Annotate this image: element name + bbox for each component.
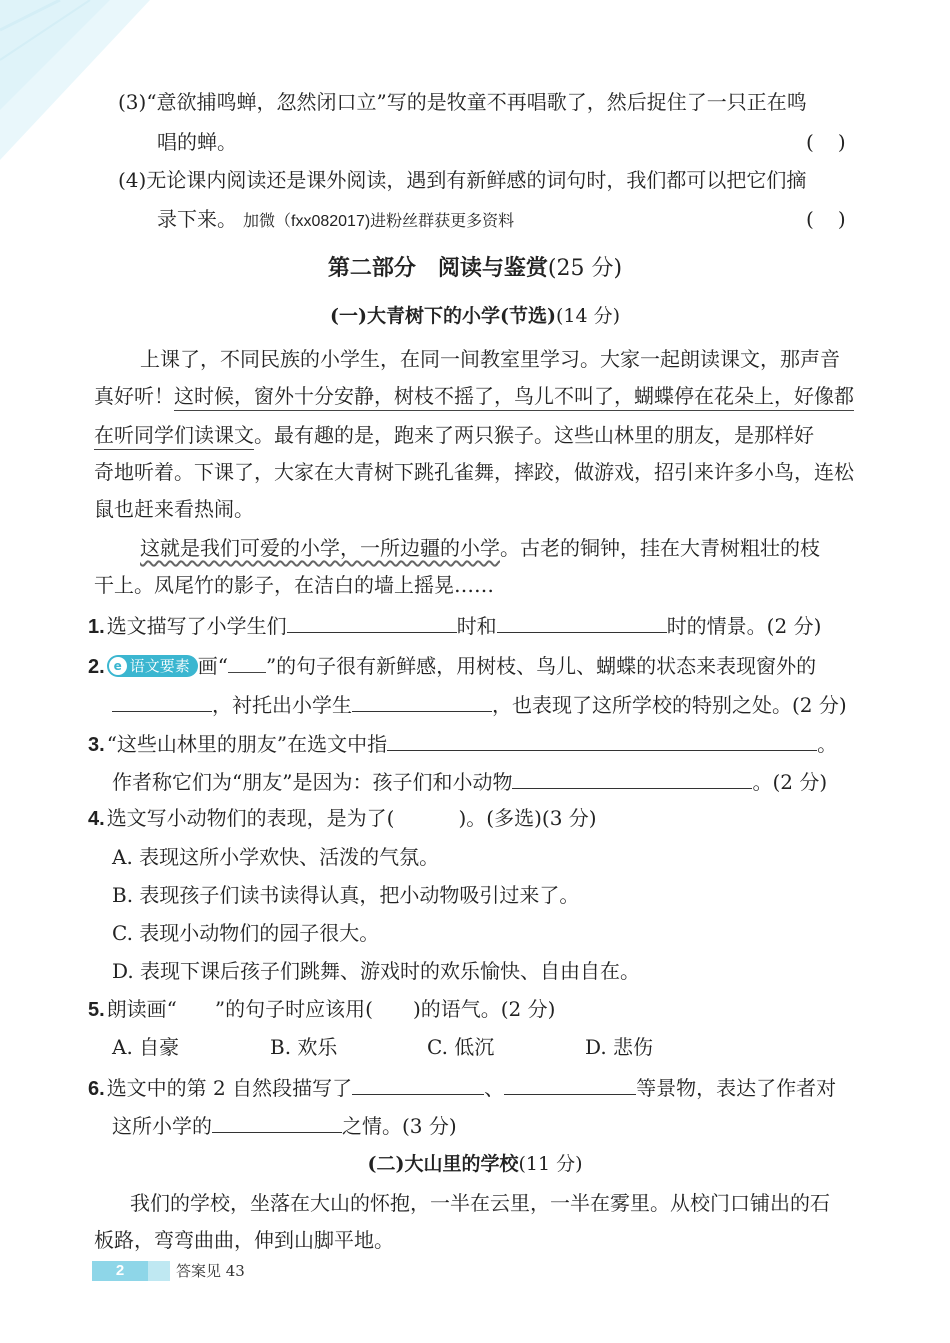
q2-blank-1[interactable]: [112, 689, 212, 712]
question-4: 4. 选文写小动物们的表现，是为了( )。(多选)(3 分): [88, 806, 597, 830]
q5-option-b[interactable]: B. 欢乐: [270, 1035, 338, 1059]
q5-option-d[interactable]: D. 悲伤: [585, 1035, 654, 1059]
q3-blank-2[interactable]: [512, 766, 752, 789]
section-title: [0, 253, 950, 284]
underlined-sentence-part-2: 在听同学们读课文: [94, 423, 254, 450]
section-score: (25 分): [547, 256, 623, 281]
passage-1-line-1: 上课了，不同民族的小学生，在同一间教室里学习。大家一起朗读课文，那声音: [140, 347, 840, 371]
item-3-line-1: (3)“意欲捕鸣蝉，忽然闭口立”写的是牧童不再唱歌了，然后捉住了一只正在鸣: [118, 90, 807, 114]
promo-text: 加微（fxx082017)进粉丝群获更多资料: [243, 213, 515, 230]
q1-blank-1[interactable]: [287, 610, 457, 633]
passage-2-line-2: 板路，弯弯曲曲，伸到山脚平地。: [94, 1228, 394, 1252]
wavy-sample: [177, 995, 215, 1023]
question-3-line-2: 作者称它们为“朋友”是因为：孩子们和小动物 。(2 分): [112, 766, 827, 796]
passage-1-line-7: 干上。凤尾竹的影子，在洁白的墙上摇晃……: [94, 573, 494, 597]
q5-option-c[interactable]: C. 低沉: [427, 1035, 495, 1059]
q4-option-b[interactable]: B. 表现孩子们读书读得认真，把小动物吸引过来了。: [112, 883, 580, 907]
q4-option-a[interactable]: A. 表现这所小学欢快、活泼的气氛。: [112, 845, 440, 869]
question-2: 2. e 语文要素 画“ ”的句子很有新鲜感，用树枝、鸟儿、蝴蝶的状态来表现窗外的: [88, 650, 816, 681]
chinese-element-tag: e 语文要素: [107, 655, 198, 677]
answer-paren-4[interactable]: ( ): [806, 207, 846, 231]
q3-blank-1[interactable]: [387, 728, 817, 751]
passage-1-line-2: 真好听！这时候，窗外十分安静，树枝不摇了，鸟儿不叫了，蝴蝶停在花朵上，好像都: [94, 382, 854, 410]
answer-reference: 答案见 43: [176, 1262, 245, 1280]
item-4-line-2: [157, 205, 514, 236]
q2-blank-2[interactable]: [352, 689, 492, 712]
item-3-line-2: 唱的蝉。: [157, 130, 237, 154]
passage-2-line-1: 我们的学校，坐落在大山的怀抱，一半在云里，一半在雾里。从校门口铺出的石: [130, 1191, 830, 1215]
page-number: 2: [92, 1261, 148, 1281]
underline-sample: [228, 650, 266, 673]
answer-paren-3[interactable]: ( ): [806, 130, 846, 154]
passage-1-title: (一)大青树下的小学(节选)(14 分): [329, 305, 620, 327]
q4-option-d[interactable]: D. 表现下课后孩子们跳舞、游戏时的欢乐愉快、自由自在。: [112, 959, 641, 983]
passage-1-line-3: 在听同学们读课文。最有趣的是，跑来了两只猴子。这些山林里的朋友，是那样好: [94, 421, 814, 449]
question-1: 1. 选文描写了小学生们 时和 时的情景。(2 分): [88, 610, 821, 641]
q5-option-a[interactable]: A. 自豪: [112, 1035, 180, 1059]
question-6-line-2: 这所小学的 之情。(3 分): [112, 1110, 457, 1140]
question-5: 5. 朗读画“ ”的句子时应该用( )的语气。(2 分): [88, 997, 556, 1021]
question-2-line-2: ，衬托出小学生 ，也表现了这所学校的特别之处。(2 分): [112, 689, 847, 719]
passage-1-line-6: 这就是我们可爱的小学，一所边疆的小学。古老的铜钟，挂在大青树粗壮的枝: [140, 536, 820, 560]
question-3: 3. “这些山林里的朋友”在选文中指 。: [88, 728, 837, 759]
footer-accent: [148, 1261, 170, 1281]
q6-blank-3[interactable]: [212, 1110, 342, 1133]
question-6: 6. 选文中的第 2 自然段描写了 、 等景物，表达了作者对: [88, 1072, 836, 1103]
q4-option-c[interactable]: C. 表现小动物们的园子很大。: [112, 921, 380, 945]
q6-blank-1[interactable]: [352, 1072, 484, 1095]
e-icon: e: [109, 657, 127, 675]
q1-blank-2[interactable]: [497, 610, 667, 633]
q6-blank-2[interactable]: [504, 1072, 636, 1095]
section-title-text: 第二部分 阅读与鉴赏: [327, 255, 548, 281]
corner-decoration: [0, 0, 150, 160]
item-4-text: 录下来。: [157, 207, 237, 231]
passage-1-line-5: 鼠也赶来看热闹。: [94, 497, 254, 521]
passage-1-line-4: 奇地听着。下课了，大家在大青树下跳孔雀舞，摔跤，做游戏，招引来许多小鸟，连松: [94, 460, 854, 484]
underlined-sentence-part-1: 这时候，窗外十分安静，树枝不摇了，鸟儿不叫了，蝴蝶停在花朵上，好像都: [174, 384, 854, 411]
item-4-line-1: (4)无论课内阅读还是课外阅读，遇到有新鲜感的词句时，我们都可以把它们摘: [118, 168, 807, 192]
wavy-sentence: 这就是我们可爱的小学，一所边疆的小学: [140, 536, 500, 560]
passage-2-title: (二)大山里的学校(11 分): [367, 1153, 583, 1175]
